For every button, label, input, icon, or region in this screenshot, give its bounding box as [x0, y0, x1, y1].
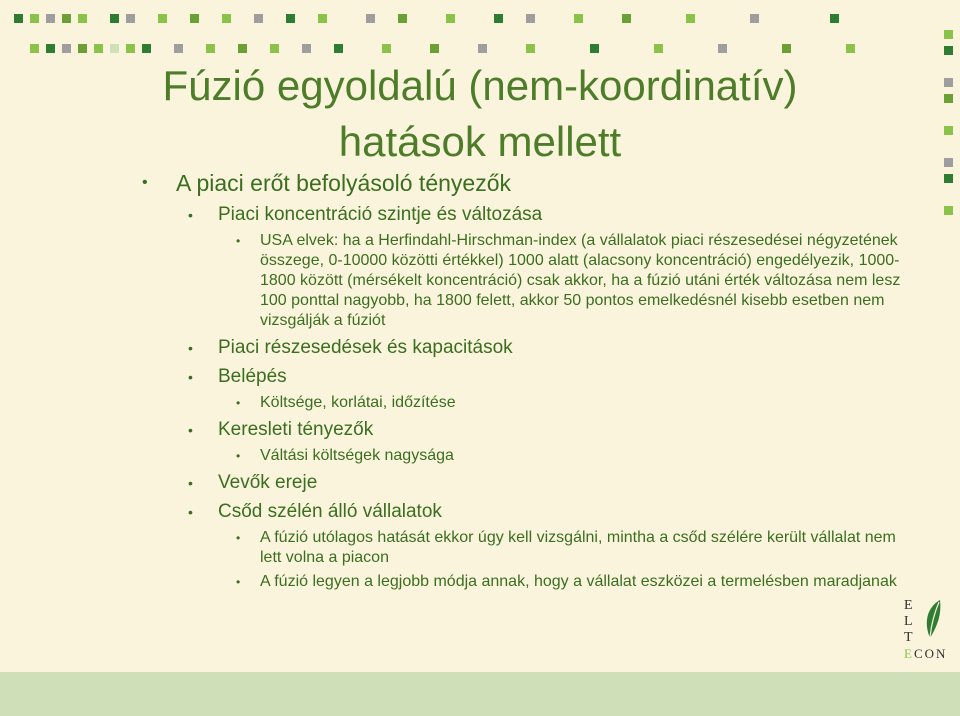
bullet-icon: • — [236, 234, 241, 248]
logo-econ-rest: CON — [913, 646, 948, 661]
bullet-icon: • — [188, 504, 193, 520]
list-item — [140, 335, 920, 361]
list-item — [140, 231, 920, 331]
title-line-1: Fúzió egyoldalú (nem-koordinatív) — [162, 62, 798, 109]
list-item-text: Belépés — [218, 366, 287, 387]
list-item-text: USA elvek: ha a Herfindahl-Hirschman-index (a vállalatok piaci részesedései négyzetének összege, 0-10000 közötti értékkel) 1000 alatt (alacsony koncentráció) engedélyezik, 1000-1800 között (mérsékelt koncentráció) csak akkor, ha a fúzió utáni érték változása nem lesz 100 ponttal nagyobb, ha 1800 felett, akkor 50 pontos emelkedésnél kisebb esetben nem vizsgálják a fúziót — [260, 232, 901, 329]
list-item — [140, 470, 920, 496]
list-item-text: Keresleti tényezők — [218, 419, 374, 440]
title-line-2: hatások mellett — [338, 118, 622, 165]
logo-econ-e: E — [904, 646, 914, 661]
list-item — [140, 572, 920, 592]
bullet-list — [140, 168, 920, 596]
bullet-icon: • — [188, 369, 193, 385]
list-item — [140, 446, 920, 466]
list-item — [140, 393, 920, 413]
list-item — [140, 364, 920, 390]
leaf-icon — [922, 598, 944, 642]
bullet-icon: • — [236, 531, 241, 545]
logo-letter: E — [904, 598, 913, 613]
list-item — [140, 499, 920, 525]
bullet-icon: • — [142, 174, 148, 191]
bullet-icon: • — [236, 575, 241, 589]
list-item-text: A piaci erőt befolyásoló tényezők — [176, 170, 511, 196]
bullet-icon: • — [188, 207, 193, 223]
list-item-text: A fúzió utólagos hatását ekkor úgy kell vizsgálni, mintha a csőd szélére került vállalat nem lett volna a piacon — [260, 529, 896, 566]
logo-letter: T — [904, 630, 913, 645]
list-item-text: Váltási költségek nagysága — [260, 447, 454, 464]
list-item — [140, 168, 920, 198]
footer-bar — [0, 672, 960, 716]
list-item-text: Vevők ereje — [218, 472, 318, 493]
bullet-icon: • — [236, 396, 241, 410]
list-item-text: Költsége, korlátai, időzítése — [260, 394, 456, 411]
list-item-text: A fúzió legyen a legjobb módja annak, hogy a vállalat eszközei a termelésben maradjanak — [260, 573, 897, 590]
list-item-text: Piaci koncentráció szintje és változása — [218, 204, 543, 225]
logo-econ — [904, 646, 947, 662]
elte-econ-logo — [902, 596, 958, 666]
slide-title — [90, 58, 870, 170]
bullet-icon: • — [188, 340, 193, 356]
bullet-icon: • — [188, 422, 193, 438]
logo-letter: L — [904, 614, 913, 629]
list-item-text: Piaci részesedések és kapacitások — [218, 337, 513, 358]
list-item — [140, 202, 920, 228]
list-item-text: Csőd szélén álló vállalatok — [218, 501, 442, 522]
list-item — [140, 528, 920, 568]
bullet-icon: • — [188, 475, 193, 491]
list-item — [140, 417, 920, 443]
bullet-icon: • — [236, 449, 241, 463]
